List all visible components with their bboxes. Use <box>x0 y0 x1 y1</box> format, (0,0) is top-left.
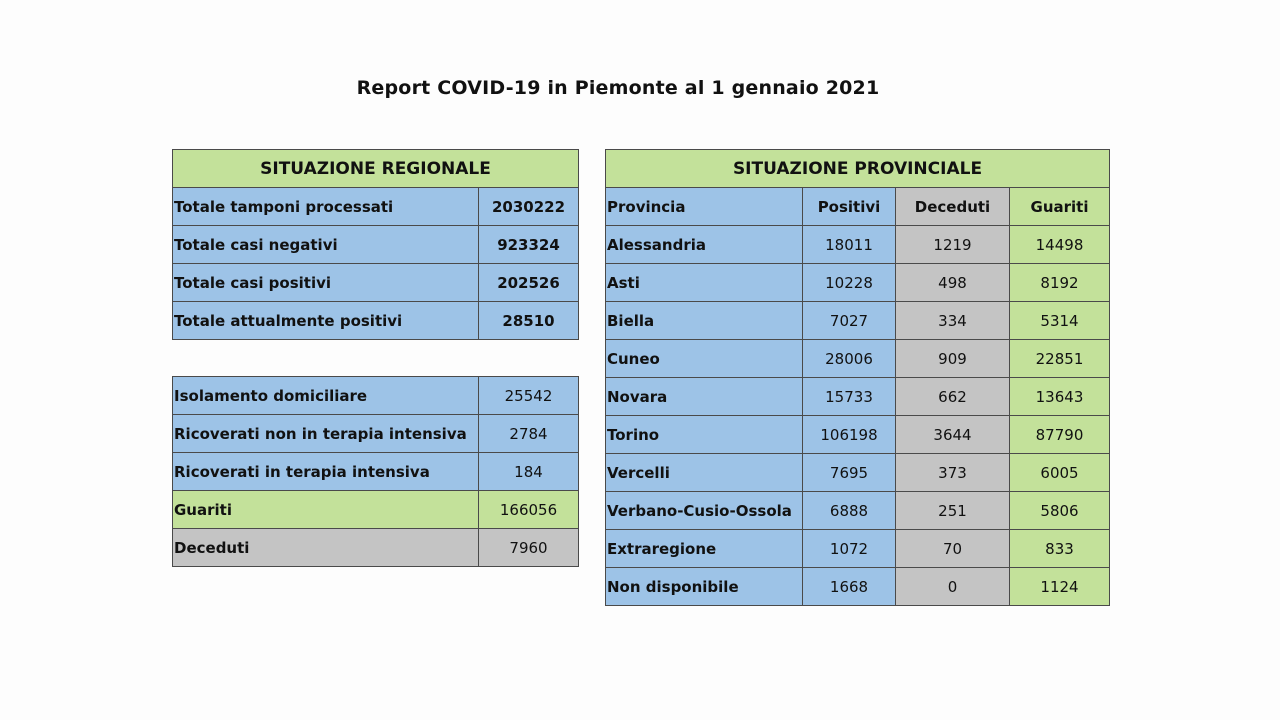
positivi-value: 1668 <box>803 568 896 606</box>
province-name: Extraregione <box>606 530 803 568</box>
column-header-guariti: Guariti <box>1010 188 1110 226</box>
table-row <box>173 226 579 264</box>
table-row <box>606 454 1110 492</box>
guariti-value: 14498 <box>1010 226 1110 264</box>
table-row <box>173 302 579 340</box>
province-name: Novara <box>606 378 803 416</box>
province-name: Verbano-Cusio-Ossola <box>606 492 803 530</box>
deceduti-value: 0 <box>896 568 1010 606</box>
positivi-value: 10228 <box>803 264 896 302</box>
province-name: Asti <box>606 264 803 302</box>
row-label: Ricoverati non in terapia intensiva <box>173 415 479 453</box>
provincial-header: SITUAZIONE PROVINCIALE <box>606 150 1110 188</box>
deceduti-value: 373 <box>896 454 1010 492</box>
deceduti-value: 662 <box>896 378 1010 416</box>
column-header-row <box>606 188 1110 226</box>
row-value: 7960 <box>479 529 579 567</box>
row-label: Totale casi negativi <box>173 226 479 264</box>
row-label: Totale tamponi processati <box>173 188 479 226</box>
table-row <box>606 492 1110 530</box>
row-label: Ricoverati in terapia intensiva <box>173 453 479 491</box>
table-row <box>606 378 1110 416</box>
guariti-value: 1124 <box>1010 568 1110 606</box>
province-name: Non disponibile <box>606 568 803 606</box>
table-row <box>173 188 579 226</box>
table-row <box>606 568 1110 606</box>
guariti-value: 22851 <box>1010 340 1110 378</box>
deceduti-value: 498 <box>896 264 1010 302</box>
province-name: Cuneo <box>606 340 803 378</box>
province-name: Biella <box>606 302 803 340</box>
province-name: Alessandria <box>606 226 803 264</box>
guariti-value: 87790 <box>1010 416 1110 454</box>
table-row <box>173 264 579 302</box>
row-value: 184 <box>479 453 579 491</box>
row-value: 166056 <box>479 491 579 529</box>
positivi-value: 28006 <box>803 340 896 378</box>
table-row <box>173 377 579 415</box>
guariti-value: 5806 <box>1010 492 1110 530</box>
guariti-value: 5314 <box>1010 302 1110 340</box>
row-value: 25542 <box>479 377 579 415</box>
deceduti-value: 909 <box>896 340 1010 378</box>
row-label: Isolamento domiciliare <box>173 377 479 415</box>
table-row <box>606 416 1110 454</box>
guariti-value: 6005 <box>1010 454 1110 492</box>
column-header-deceduti: Deceduti <box>896 188 1010 226</box>
table-row <box>173 491 579 529</box>
page-title: Report COVID-19 in Piemonte al 1 gennaio 2021 <box>356 77 880 99</box>
row-value: 28510 <box>479 302 579 340</box>
table-row <box>606 302 1110 340</box>
row-label: Guariti <box>173 491 479 529</box>
row-value: 923324 <box>479 226 579 264</box>
column-header-positivi: Positivi <box>803 188 896 226</box>
row-label: Totale attualmente positivi <box>173 302 479 340</box>
provincial-header-row <box>606 150 1110 188</box>
positivi-value: 15733 <box>803 378 896 416</box>
regional-summary-table <box>172 149 579 340</box>
deceduti-value: 251 <box>896 492 1010 530</box>
table-row <box>606 530 1110 568</box>
positivi-value: 18011 <box>803 226 896 264</box>
deceduti-value: 334 <box>896 302 1010 340</box>
deceduti-value: 70 <box>896 530 1010 568</box>
deceduti-value: 1219 <box>896 226 1010 264</box>
table-row <box>173 453 579 491</box>
positivi-value: 7695 <box>803 454 896 492</box>
deceduti-value: 3644 <box>896 416 1010 454</box>
table-row <box>606 226 1110 264</box>
row-value: 202526 <box>479 264 579 302</box>
column-header-provincia: Provincia <box>606 188 803 226</box>
row-label: Deceduti <box>173 529 479 567</box>
positivi-value: 6888 <box>803 492 896 530</box>
row-value: 2030222 <box>479 188 579 226</box>
guariti-value: 13643 <box>1010 378 1110 416</box>
regional-header: SITUAZIONE REGIONALE <box>173 150 579 188</box>
table-row <box>606 264 1110 302</box>
row-value: 2784 <box>479 415 579 453</box>
regional-breakdown-table <box>172 376 579 567</box>
table-row <box>173 415 579 453</box>
table-row <box>173 529 579 567</box>
positivi-value: 7027 <box>803 302 896 340</box>
row-label: Totale casi positivi <box>173 264 479 302</box>
table-row <box>606 340 1110 378</box>
guariti-value: 833 <box>1010 530 1110 568</box>
positivi-value: 1072 <box>803 530 896 568</box>
provincial-table <box>605 149 1110 606</box>
regional-header-row <box>173 150 579 188</box>
province-name: Vercelli <box>606 454 803 492</box>
guariti-value: 8192 <box>1010 264 1110 302</box>
province-name: Torino <box>606 416 803 454</box>
positivi-value: 106198 <box>803 416 896 454</box>
